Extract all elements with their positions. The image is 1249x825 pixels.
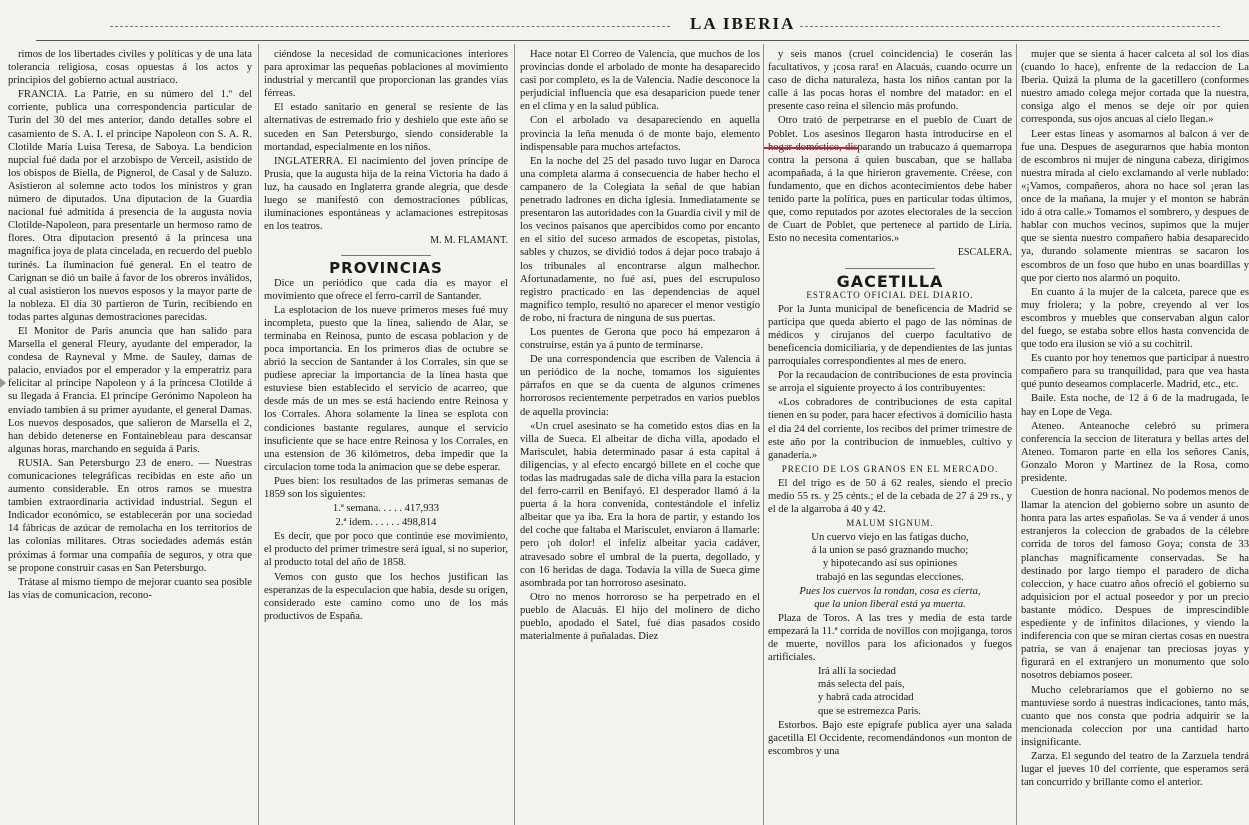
section-divider	[845, 268, 935, 269]
paragraph: mujer que se sienta á hacer calceta al sol los dias (cuando lo hace), enfrente de la redaccion de La Iberia. Quizá la pluma de la gacetillero (conformes nuestro amado colega mejor cortada que la nuestra, consiga algo el menos se deje oír por quien corresponda, sus ojos ancuas al cielo llegan.»	[1021, 49, 1249, 126]
verse-line: que la union liberal está ya muerta.	[814, 598, 966, 610]
verse-list	[768, 665, 1012, 717]
verse-line: y habrá cada atrocidad	[818, 692, 914, 704]
masthead-rule-right	[800, 26, 1220, 28]
paragraph: Estorbos. Bajo este epígrafe publica ayer una salada gacetilla El Occidente, recomendándonos «un monton de escombros y una	[768, 719, 1012, 757]
verse-block	[768, 531, 1012, 583]
column-divider	[763, 44, 764, 825]
verse-line: Pues los cuervos la rondan, cosa es cierta,	[799, 585, 981, 597]
verse-block	[768, 585, 1012, 611]
column-1	[8, 48, 252, 825]
paragraph: Ateneo. Anteanoche celebró su primera conferencia la seccion de literatura y bellas artes del Ateneo. Tomaron parte en ella los señores Canis, Gonzalo Moron y Martinez de la Rosa, como presidente.	[1021, 420, 1249, 484]
paragraph: «Los cobradores de contribuciones de esta capital tienen en su poder, para hacer efectivos á domicilio hasta el dia 24 del corriente, los recibos del primer trimestre de este año por la contribucion de inmuebles, cultivo y ganadería.»	[768, 397, 1012, 461]
paragraph: Pues bien: los resultados de las primeras semanas de 1859 son los siguientes:	[264, 475, 508, 500]
paragraph: Cuestion de honra nacional. No podemos menos de llamar la atencion del gobierno sobre un asunto de honra para las artes españolas. Se va á vender á unos estranjeros la coleccion de grabados de la célebre corrida de toros del famoso Goya; consta de 33 planchas magníficamente conservadas. Se ha destinado por largo tiempo el paradero de dicha coleccion, y hace cuatro años ofreció el gobierno su adquisicion por el actual poseedor y por un precio bastante módico. Despues de imprescindible espediente y de infinitos dilaciones, y viendo la indiferencia con que se miran ciertas cosas en nuestra patria, se van á enajenar tan preciosas joyas y figurará en el extranjero un monumento que solo nosotros debíamos poseer.	[1021, 487, 1249, 682]
paragraph: Otro no menos horroroso se ha perpetrado en el pueblo de Alacuás. El hijo del molinero de dicho pueblo, apodado el Satel, fué dias pasados cosido materialmente á puñaladas. Diez	[520, 591, 760, 643]
paragraph: Por la recaudacion de contribuciones de esta provincia se arroja el siguiente proyecto á los contribuyentes:	[768, 370, 1012, 395]
column-divider	[258, 44, 259, 825]
section-heading-provincias: PROVINCIAS	[329, 259, 443, 278]
paragraph: y seis manos (cruel coincidencia) le coserán las facultativos, y ¡cosa rara! en Alacuás, cuando ocurre un caso de dicha naturaleza, hasta los niños cantan por la calle á las pocas horas el nombre del matador: en el presente caso reina el silencio más profundo.	[768, 49, 1012, 113]
paragraph: Es cuanto por hoy tenemos que participar á nuestro compañero para su tranquilidad, para que vea hasta qué punto deseamos complacerle. Madrid, etc., etc.	[1021, 353, 1249, 391]
paragraph: Plaza de Toros. A las tres y media de esta tarde empezará la 11.ª corrida de novillos con mojiganga, toros de muerte, novillos para los aficionados y fuegos artificiales.	[768, 612, 1012, 664]
paragraph: Otro trató de perpetrarse en el pueblo de Cuart de Poblet. Los asesinos llegaron hasta introducirse en el hogar doméstico, disparando un trabucazo á quemarropa contra la persona á quien buscaban, que se hallaba acompañada, á la que hirieron gravemente. Créese, con fundamento, que en dichos acontecimientos debe haber tenido parte la política, pues en particular todas últimos, que, como reputados por azotes electorales de la seccion de Cuart de Poblet, que pertenece al partido de Liria. Esto no necesita comentarios.»	[768, 115, 1012, 245]
omen-title: MALUM SIGNUM.	[846, 518, 934, 529]
newspaper-title: LA IBERIA	[690, 14, 796, 33]
masthead	[0, 0, 1249, 44]
paragraph: «Un cruel asesinato se ha cometido estos dias en la villa de Sueca. El albeitar de dicha villa, apodado el Marisculet, habia determinado pasar á esta capital á diligencias, y al efecto encargó billete en el coche que todas las madrugadas sale de dicha villa para la estacion del ferro-carril en Benifayó. El desperador llamó á la puerta á la hora convenida, contestándole el infeliz albeitar que ya iba. Era la hora de partir, y estando los del coche que faltaba el Marisculet, enviaron á llamarle: pero ¡oh dolor! el infeliz albeitar yacia cadáver, atravesado sobre el umbral de la puerta, degollado, y con 16 heridas de daga. Todavía la villa de Sueca gime asombrada por tan horroroso asesinato.	[520, 420, 760, 589]
verse-line: más selecta del país,	[818, 679, 905, 691]
paragraph: Mucho celebraríamos que el gobierno no se mantuviese sordo á nuestras indicaciones, tanto más, cuanto que nos consta que podria adquirir se la mencionada coleccion por una cantidad harto insignificante.	[1021, 684, 1249, 748]
verse-line: á la union se pasó graznando mucho;	[811, 545, 969, 557]
page-edge-arrow-icon	[0, 378, 6, 388]
paragraph: En la noche del 25 del pasado tuvo lugar en Daroca una completa alarma á consecuencia de haber hecho el campanero de la Colegiata la señal de que habian penetrado ladrones en dicha iglesia. Inmediatamente se presentaron las autoridades con la Guardia civil y mil de los vecinos paisanos que apercibidos como por encanto en el sitio del suceso armados de escopetas, pistolas, sables y chuzos, se dividió todos á dejar poco trabajo á los tribunales al encontrarse algun malhechor. Afortunadamente, no fué así, pues del escrupuloso registro practicado en las dependencias de aquel magnífico templo, resultó no aparecer el menor vestigio de robo, ni fractura de ninguna de sus puertas.	[520, 155, 760, 324]
paragraph: RUSIA. San Petersburgo 23 de enero. — Nuestras comunicaciones telegráficas recibidas en este año un aumento considerable. En otros ramos se muestra tambien extraordinaria actividad industrial. Segun el Indicador económico, se establecerán por una sociedad 14 fábricas de azúcar de remolacha en los territorios de las colonias militares. Otras sociedades además están próximas á formar una compañía de seguros, y otra que se propone construir casas en San Petersburgo.	[8, 457, 252, 574]
signature: M. M. FLAMANT.	[430, 235, 508, 247]
paragraph: Zarza. El segundo del teatro de la Zarzuela tendrá lugar el jueves 10 del corriente, que esperamos será tan concurrido y brillante como el anterior.	[1021, 750, 1249, 789]
paragraph: La esplotacion de los nueve primeros meses fué muy incompleta, puesto que la línea, saliendo de Alar, se terminaba en Reinosa, punto de escasa poblacion y de poca importancia. En los primeros dias de octubre se abrió la seccion de Santander á los Corrales, sin que se pudiese apreciar la importancia de la línea hasta que estuviese bien establecido el servicio de acarreo, que desde más de un mes se está haciendo entre Reinosa y los Corrales. Ahora solamente la línea se esplota con condiciones bastante regulares, aunque el servicio insuficiente que se hace entre Reinosa y los Corrales, en una estension de 36 kilómetros, deba impedir que la circulacion tome toda la animacion que se debe esperar.	[264, 304, 508, 473]
paragraph: ciéndose la necesidad de comunicaciones interiores para aproximar las pequeñas poblaciones al movimiento industrial y mercantil que proporcionan las grandes vias férreas.	[264, 49, 508, 100]
subheading: ESTRACTO OFICIAL DEL DIARIO.	[806, 289, 974, 300]
verse-line: Un cuervo viejo en las fatigas ducho,	[811, 532, 969, 544]
paragraph: En cuanto á la mujer de la calceta, parece que es muy friolera; y la pobre, creyendo al ver los escombros y muebles que conservaban algun calor del fuego, se estaba sobre ellos hasta convencida de que todo era ilusion se vió a su cochitril.	[1021, 286, 1249, 351]
paragraph: El estado sanitario en general se resiente de las alternativas de estremado frio y deshielo que este año se suceden en San Petersburgo, siendo considerable la mortandad, especialmente en los niños.	[264, 102, 508, 153]
paragraph: El del trigo es de 50 á 62 reales, siendo el precio medio 55 rs. y 25 cénts.; el de la cebada de 27 á 29 rs., y el de la algarroba á 40 y 42.	[768, 477, 1012, 516]
column-divider	[514, 44, 515, 825]
paragraph: rimos de los libertades civiles y políticas y de una lata tolerancia religiosa, cosas opuestas á los actos y principios del gobierno actual austriaco.	[8, 49, 252, 87]
paragraph: Hace notar El Correo de Valencia, que muchos de los provincias donde el arbolado de monte ha desaparecido casi por completo, es la de Valencia. Nadie desconoce la perjudicial influencia que esa desaparicion puede tener en el clima y en la salud pública.	[520, 49, 760, 113]
column-divider	[1016, 44, 1017, 825]
section-heading-gacetilla: GACETILLA	[836, 271, 944, 291]
paragraph: Baile. Esta noche, de 12 á 6 de la madrugada, le hay en Lope de Vega.	[1021, 393, 1249, 418]
masthead-rule-left	[110, 26, 670, 28]
paragraph: Es decir, que por poco que continúe ese movimiento, el producto del primer trimestre será igual, si no superior, al producto total del año de 1858.	[264, 531, 508, 569]
column-3	[520, 48, 760, 825]
paragraph: INGLATERRA. El nacimiento del joven príncipe de Prusia, que la augusta hija de la reina Victoria ha dado á luz, ha causado en Inglaterra grande alegría, que desde luego se manifestó con demostraciones públicas, iluminaciones espontáneas y aclamaciones estrepitosas en los teatros.	[264, 155, 508, 233]
paragraph: Vemos con gusto que los hechos justifican las esperanzas de la especulacion que habia, desde su origen, considerado este camino como uno de los más productivos de España.	[264, 571, 508, 622]
paragraph: Leer estas lineas y asomarnos al balcon á ver de fue una. Despues de asegurarnos que habia monton de escombros ni mujer de ninguna cabeza, dirigimos nuestra mirada al cielo exclamando al verle nublado: «¡Vamos, compañeros, ahora no hace sol ¡eran las once de la mañana, la mujer y el monton se habrán ido á otra calle.» Tomamos el sombrero, y despues de hablar con muchos vecinos, supimos que la mujer que se sienta nuestro compañero habia desaparecido ya, durando solamente mientras se sacaron los escombros de un foso que hubo en unas boardillas y que por cierto nos alarmó un poquito.	[1021, 128, 1249, 284]
result-line: 2.ª idem. . . . . . 498,814	[335, 517, 437, 529]
grain-price-title: PRECIO DE LOS GRANOS EN EL MERCADO.	[781, 463, 999, 474]
header-rule	[36, 40, 1249, 41]
paragraph: De una correspondencia que escriben de Valencia á un periódico de la noche, tomamos los siguientes párrafos en que se da cuenta de algunos crímenes horrorosos recientemente perpetrados en varios pueblos de aquella provincia:	[520, 354, 760, 418]
column-5	[1021, 48, 1249, 825]
verse-line: Irá allí la sociedad	[818, 666, 896, 678]
paragraph: Los puentes de Gerona que poco há empezaron á construirse, están ya á punto de terminarse.	[520, 326, 760, 352]
paragraph: Dice un periódico que cada dia es mayor el movimiento que ofrece el ferro-carril de Santander.	[264, 277, 508, 302]
paragraph: FRANCIA. La Patrie, en su número del 1.º del corriente, publica una correspondencia particular de Turin del 30 del mes anterior, dando detalles sobre el casamiento de S. A. I. el príncipe Napoleon con S. A. R. Clotilde María Luisa Teresa, de Saboya. La bendicion nupcial fué dada por el arzobispo de Verceil, asistido de los obispos de Biella, de Pignerol, de Casal y de Saluzo. Asistieron al solemne acto todos los ministros y gran número de diputados. Una diputacion de la Guardia nacional fué admitida á presencia de la augusta novia Clotilde-Napoleon, para presentarle un hermoso ramo de flores. Otra diputacion presentó á la princesa una magnífica joya de plata cincelada, en recuerdo del pueblo turinés. La iluminacion fué general. En el teatro de Carignan se dió un baile á favor de los obreros inválidos, al cual asistieron los nuevos esposos y la mayor parte de la nobleza. El dia 30 partieron de Turin, recibiendo en todas partes algunas demostraciones parecidas.	[8, 89, 252, 323]
result-line: 1.ª semana. . . . . 417,933	[332, 503, 440, 515]
paragraph: Trátase al mismo tiempo de mejorar cuanto sea posible las vias de comunicacion, recono-	[8, 576, 252, 601]
paragraph: Con el arbolado va desapareciendo en aquella provincia la leña menuda ó de monte bajo, elemento indispensable para muchos artefactos.	[520, 115, 760, 153]
section-divider	[341, 255, 431, 256]
verse-line: que se estremezca Paris.	[818, 705, 921, 717]
red-underline-mark	[764, 147, 858, 149]
column-2	[264, 48, 508, 825]
column-4	[768, 48, 1012, 825]
signature: ESCALERA.	[957, 247, 1012, 259]
paragraph: Por la Junta municipal de beneficencia de Madrid se participa que queda abierto el pago de las nóminas de médicos y cirujanos del cuerpo facultativo de beneficencia domiciliaria, y de dependientes de las juntas parroquiales correspondientes al mes de enero.	[768, 303, 1012, 368]
verse-line: y hipotecando así sus opiniones	[822, 558, 958, 570]
paragraph: El Monitor de Paris anuncia que han salido para Marsella el general Fleury, ayudante del emperador, la condesa de Rayneval y Mme. de Sauley, damas de palacio, enviados por el emperador y la emperatriz para felicitar al príncipe Napoleon y á la princesa Clotilde á su llegada á Francia. El príncipe Gerónimo Napoleon ha enviado tambien á su primer ayudante, el general Damas. Los nuevos desposados, que salieron de Marsella el 2, han debido detenerse en Fontainebleau para descansar algunas horas, marchando en seguida á Paris.	[8, 325, 252, 455]
verse-line: trabajó en las segundas elecciones.	[816, 571, 964, 583]
